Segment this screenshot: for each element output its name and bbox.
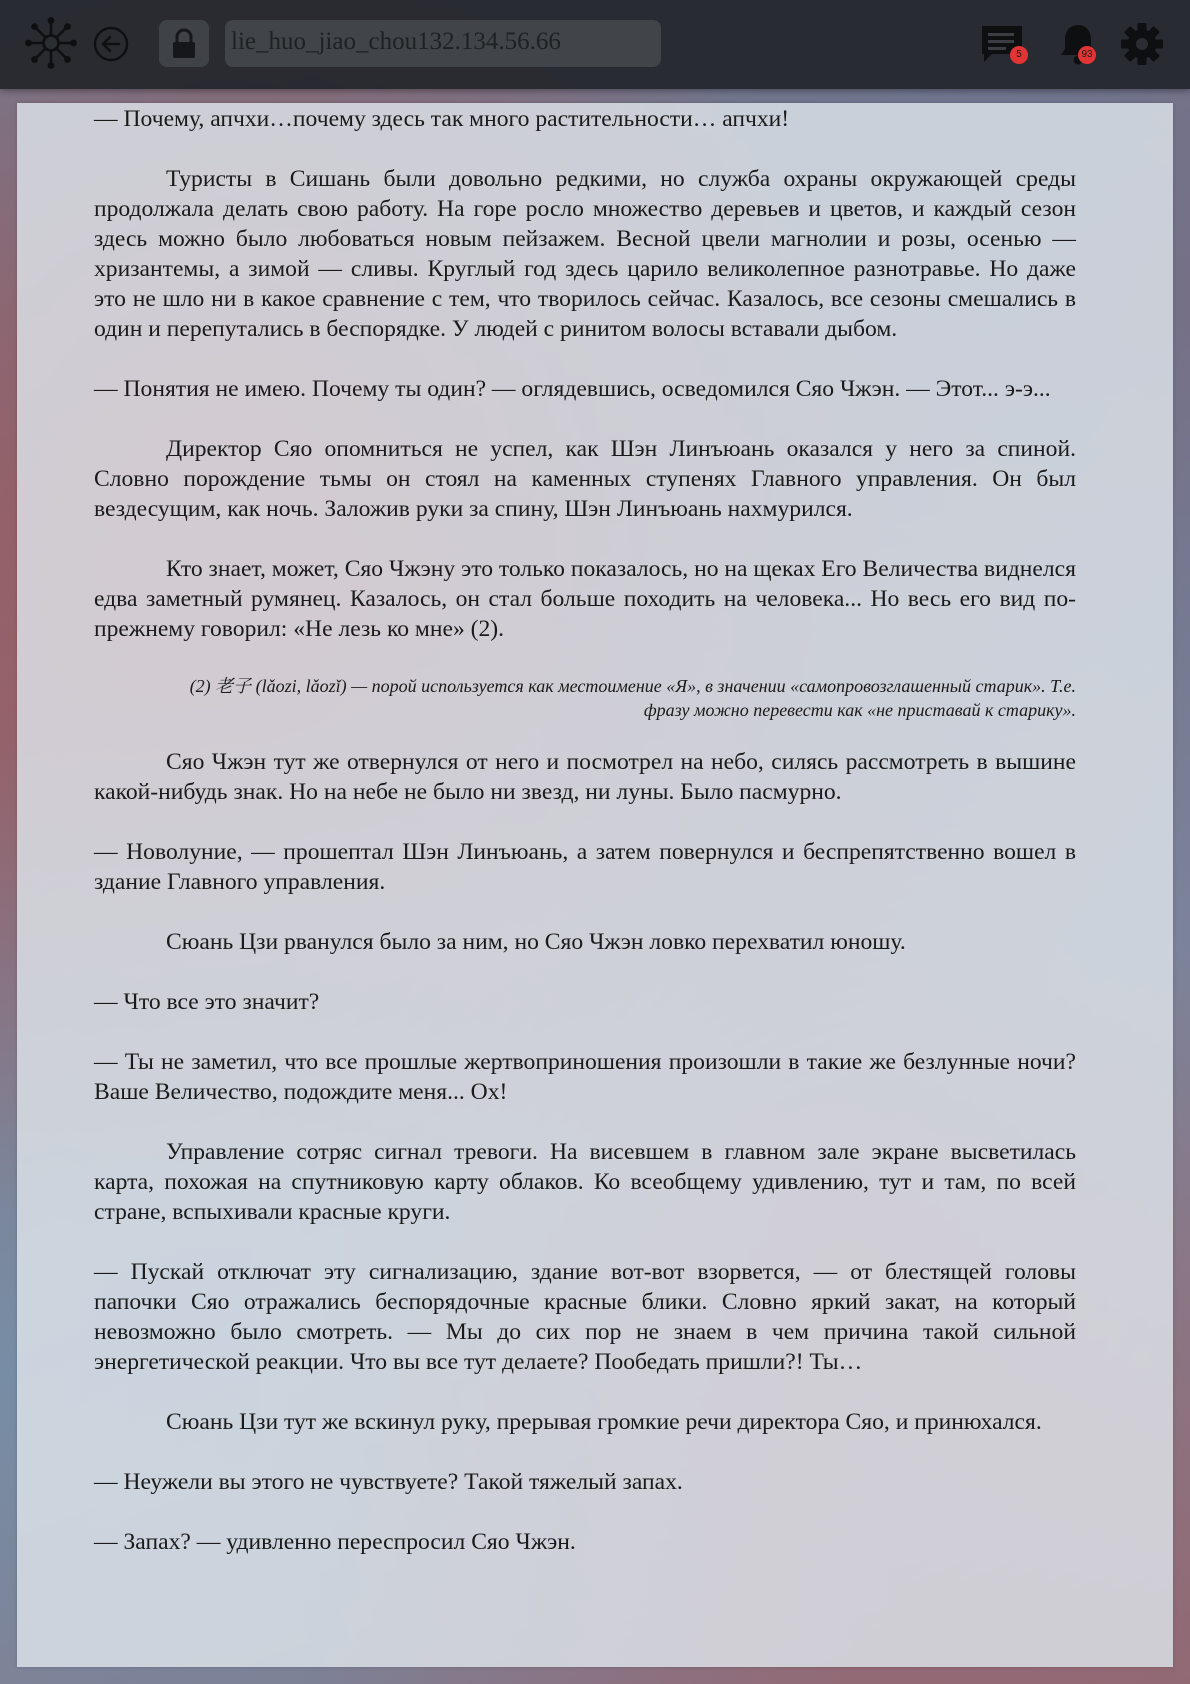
settings-button[interactable] — [1118, 20, 1166, 68]
address-input[interactable]: lie_huo_jiao_chou132.134.56.66 — [225, 20, 661, 67]
top-bar — [0, 0, 1190, 89]
paragraph: Сяо Чжэн тут же отвернулся от него и посмотрел на небо, силясь рассмотреть в вышине какой-нибудь знак. Но на небе не было ни звезд, ни луны. Было пасмурно. — [94, 749, 1076, 805]
gear-icon — [1118, 20, 1166, 68]
notifications-button[interactable] — [1054, 20, 1102, 68]
messages-count-badge: 5 — [1010, 46, 1028, 64]
notifications-count-badge: 93 — [1078, 46, 1096, 64]
paragraph: — Запах? — удивленно переспросил Сяо Чжэн. — [94, 1529, 576, 1555]
paragraph: Директор Сяо опомниться не успел, как Шэн Линъюань оказался у него за спиной. Словно порождение тьмы он стоял на каменных ступенях Главного управления. Он был вездесущим, как ночь. Заложив руки за спину, Шэн Линъюань нахмурился. — [94, 436, 1076, 522]
paragraph: Управление сотряс сигнал тревоги. На висевшем в главном зале экране высветилась карта, похожая на спутниковую карту облаков. Ко всеобщему удивлению, тут и там, по всей стране, вспыхивали красные круги. — [94, 1139, 1076, 1225]
lock-icon — [169, 28, 199, 60]
paragraph: — Что все это значит? — [94, 989, 320, 1015]
paragraph: Туристы в Сишань были довольно редкими, но служба охраны окружающей среды продолжала делать свою работу. На горе росло множество деревьев и цветов, и каждый сезон здесь можно было любоваться новым пейзажем. Весной цвели магнолии и розы, осенью — хризантемы, а зимой — сливы. Круглый год здесь царило великолепное разнотравье. Но даже это не шло ни в какое сравнение с тем, что творилось сейчас. Казалось, все сезоны смешались в один и перепутались в беспорядке. У людей с ринитом волосы вставали дыбом. — [94, 166, 1076, 342]
paragraph: Сюань Цзи тут же вскинул руку, прерывая громкие речи директора Сяо, и принюхался. — [166, 1409, 1042, 1435]
network-hub-icon[interactable] — [24, 16, 78, 70]
lock-button[interactable] — [159, 20, 209, 67]
paragraph: — Ты не заметил, что все прошлые жертвоприношения произошли в такие же безлунные ночи? Ваше Величество, подождите меня... Ох! — [94, 1049, 1076, 1105]
paragraph: — Неужели вы этого не чувствуете? Такой тяжелый запах. — [94, 1469, 683, 1495]
back-arrow-icon[interactable] — [93, 26, 129, 62]
paragraph: Сюань Цзи рванулся было за ним, но Сяо Чжэн ловко перехватил юношу. — [166, 929, 906, 955]
chapter-text — [94, 104, 1076, 1587]
footnote: (2) 老子 (lǎozi, lǎozǐ) — порой используется как местоимение «Я», в значении «самопровозглашенный старик». Т.е. фразу можно перевести как «не приставай к старику». — [189, 676, 1076, 720]
paragraph: — Пускай отключат эту сигнализацию, здание вот-вот взорвется, — от блестящей головы папочки Сяо отражались беспорядочные красные блики. Словно яркий закат, на который невозможно было смотреть. — Мы до сих пор не знаем в чем причина такой сильной энергетической реакции. Что вы все тут делаете? Пообедать пришли?! Ты… — [94, 1259, 1076, 1375]
paragraph: — Почему, апчхи…почему здесь так много растительности… апчхи! — [94, 106, 790, 132]
bell-icon — [1054, 20, 1102, 68]
paragraph: — Новолуние, — прошептал Шэн Линъюань, а затем повернулся и беспрепятственно вошел в здание Главного управления. — [94, 839, 1076, 895]
messages-button[interactable] — [978, 20, 1026, 68]
paragraph: — Понятия не имею. Почему ты один? — оглядевшись, осведомился Сяо Чжэн. — Этот... э-э... — [94, 376, 1051, 402]
paragraph: Кто знает, может, Сяо Чжэну это только показалось, но на щеках Его Величества виднелся едва заметный румянец. Казалось, он стал больше походить на человека... Но весь его вид по-прежнему говорил: «Не лезь ко мне» (2). — [94, 556, 1076, 642]
